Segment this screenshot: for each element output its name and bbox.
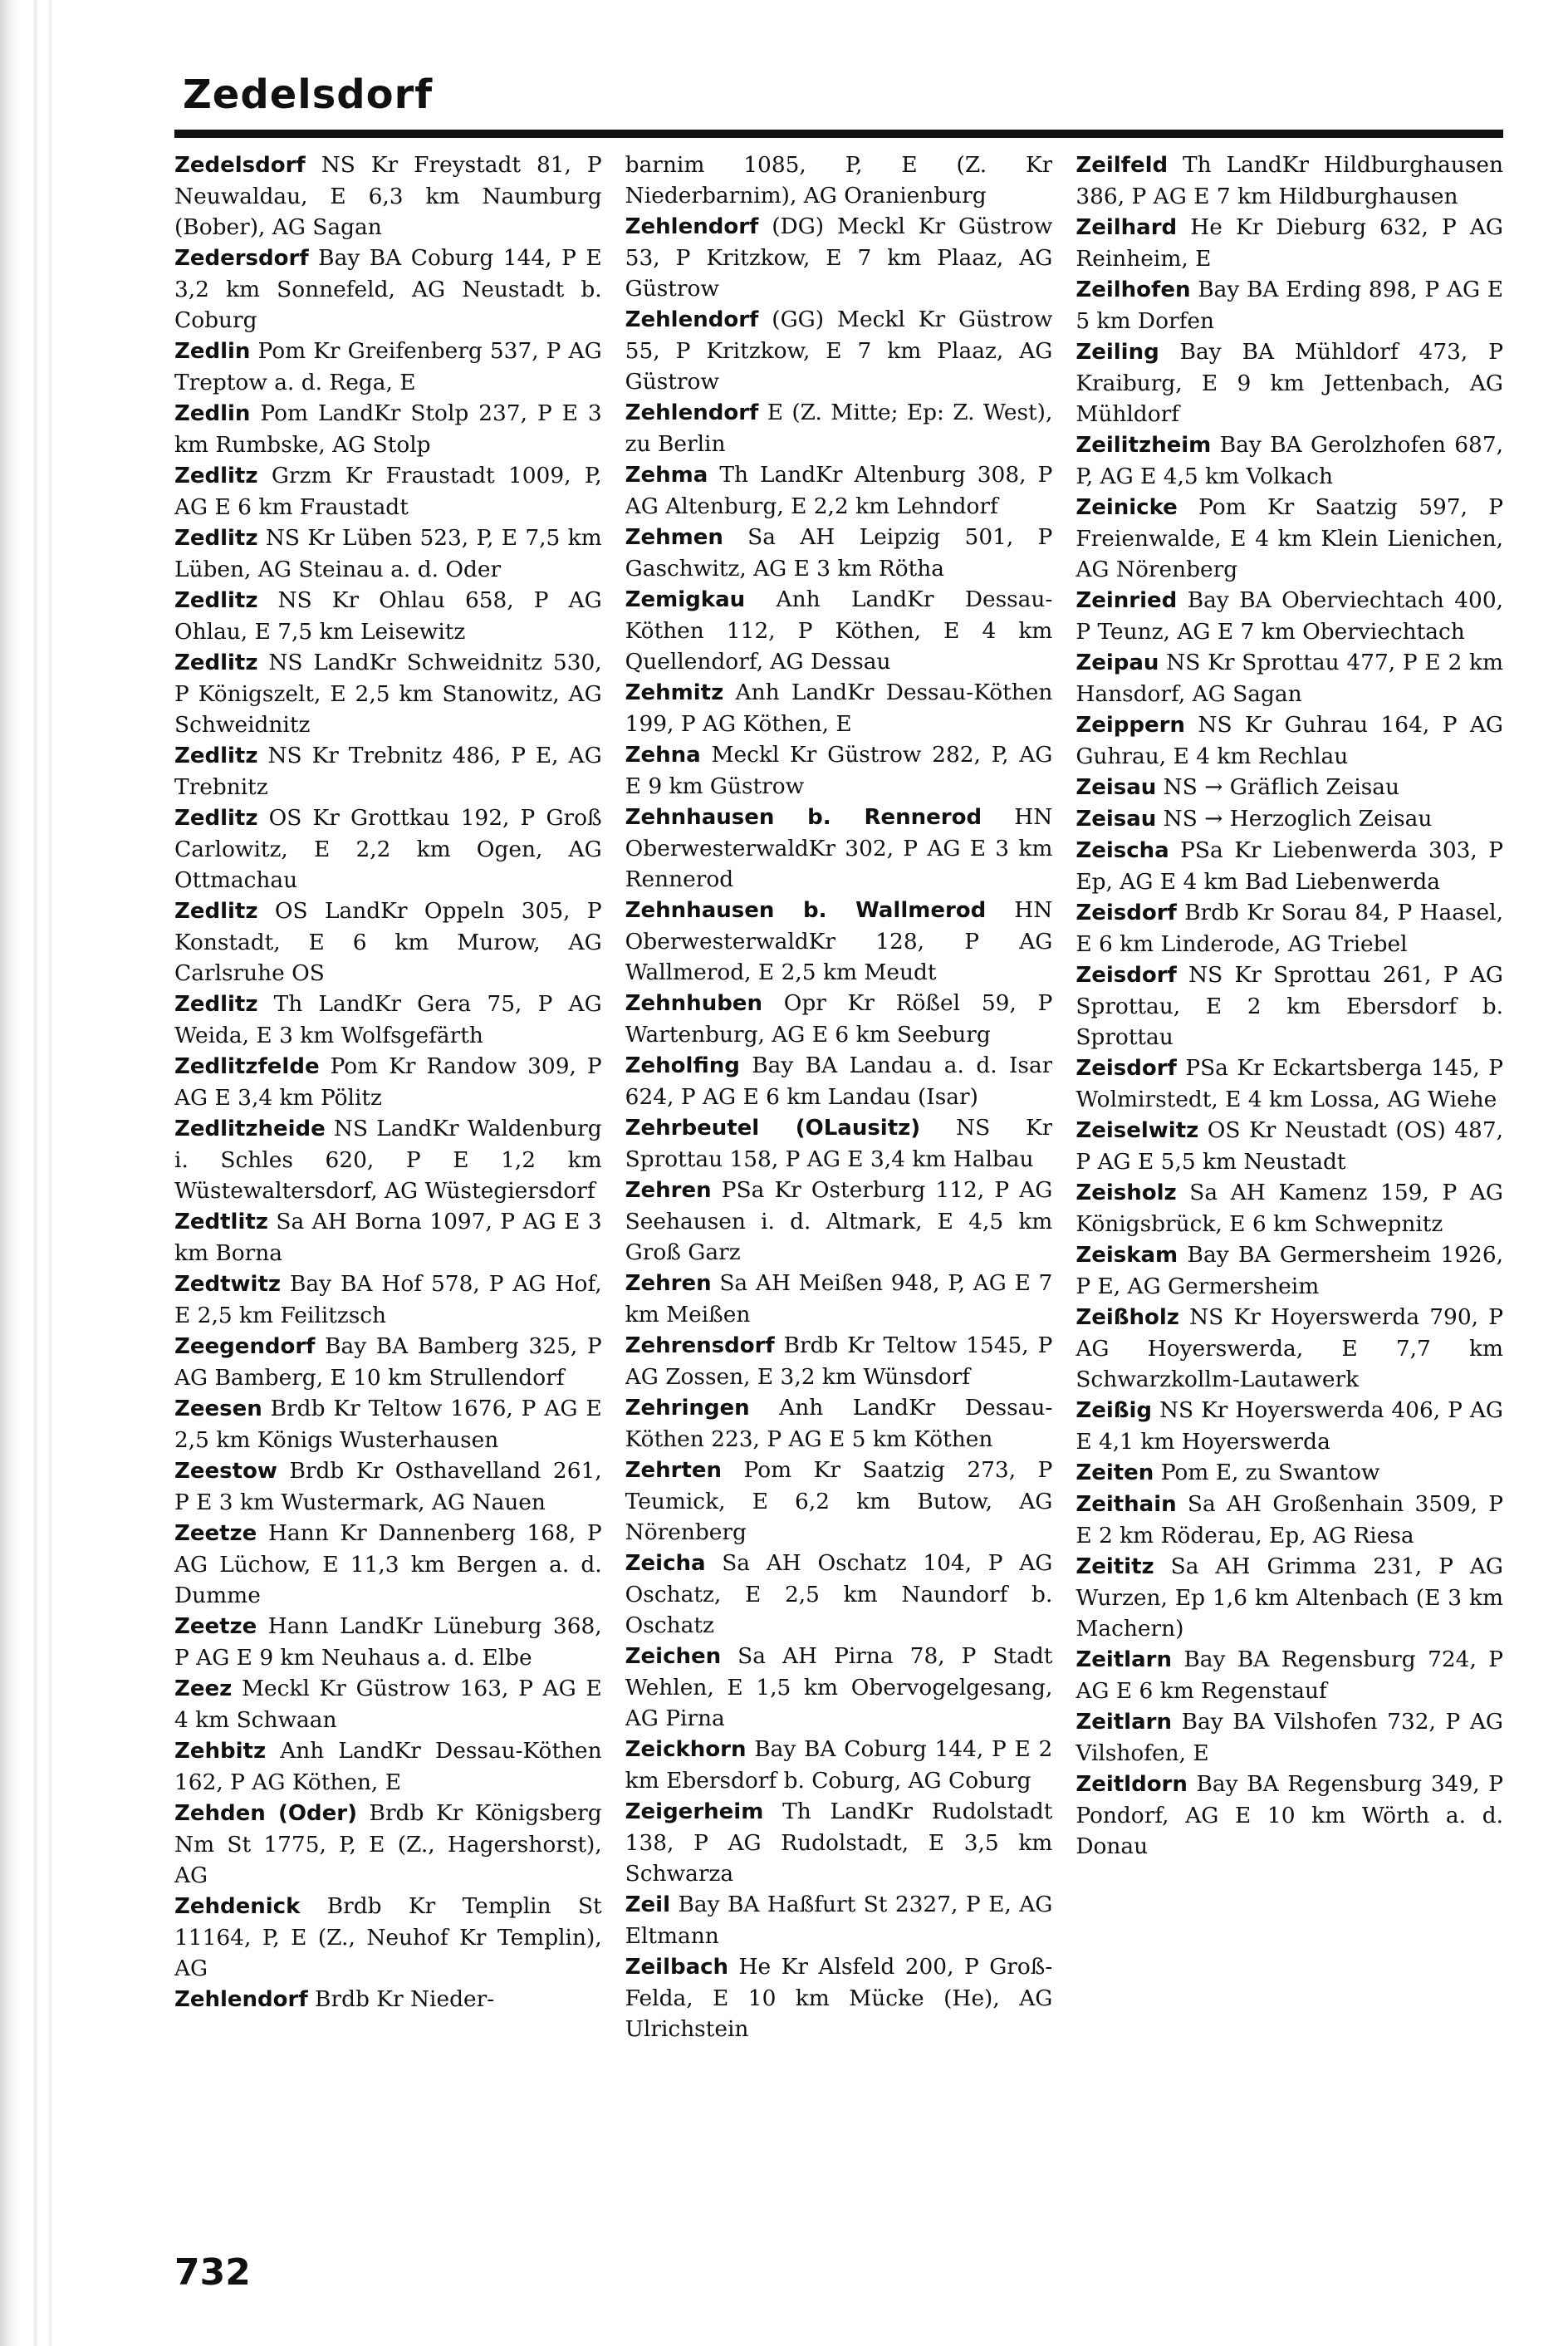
entry-details: Grzm Kr Fraustadt 1009, P, AG E 6 km Fraustadt [174,463,602,520]
gazetteer-entry [1076,585,1503,647]
entry-headword: Zeilfeld [1076,153,1169,178]
entry-details: PSa Kr Osterburg 112, P AG Seehausen i. d. Altmark, E 4,5 km Groß Garz [625,1177,1053,1265]
entry-headword: Zedelsdorf [174,153,306,178]
gazetteer-entry [1076,647,1503,709]
entry-details: Bay BA Hof 578, P AG Hof, E 2,5 km Feilitzsch [174,1271,602,1328]
entry-headword: Zeippern [1076,713,1185,738]
entry-details: Sa AH Großenhain 3509, P E 2 km Röderau, Ep, AG Riesa [1076,1491,1504,1548]
gazetteer-entry [1076,212,1503,274]
entry-headword: Zeilhofen [1076,277,1191,302]
gazetteer-entry [174,1269,602,1331]
gazetteer-entry [1076,897,1503,960]
gazetteer-entry [625,1951,1053,2044]
entry-details: NS Kr Ohlau 658, P AG Ohlau, E 7,5 km Leisewitz [174,587,602,645]
entry-headword: Zehren [625,1271,712,1296]
entry-details: Anh LandKr Dessau-Köthen 112, P Köthen, E 4 km Quellendorf, AG Dessau [625,586,1053,675]
entry-details: barnim 1085, P, E (Z. Kr Niederbarnim), AG Oranienburg [625,152,1053,209]
entry-headword: Zehlendorf [625,307,759,332]
gazetteer-entry [174,647,602,740]
entry-headword: Zehden (Oder) [174,1801,357,1826]
entry-details: Bay BA Gerolzhofen 687, P, AG E 4,5 km Volkach [1076,432,1504,489]
entry-details: Pom E, zu Swantow [1154,1460,1380,1485]
entry-headword: Zeilhard [1076,215,1178,240]
entry-details: NS Kr Guhrau 164, P AG Guhrau, E 4 km Rechlau [1076,712,1504,769]
entry-headword: Zedlin [174,339,251,364]
entry-headword: Zeigerheim [625,1799,764,1824]
entry-headword: Zehnhuben [625,991,762,1016]
entry-details: NS Kr Trebnitz 486, P E, AG Trebnitz [174,743,602,800]
entry-headword: Zedtlitz [174,1210,268,1234]
gazetteer-entry [1076,835,1503,897]
gazetteer-entry [174,243,602,336]
gazetteer-entry [625,459,1053,522]
entry-headword: Zehrten [625,1458,723,1483]
entry-headword: Zeez [174,1676,233,1701]
gazetteer-entry [174,802,602,896]
entry-headword: Zehren [625,1178,712,1203]
entry-details: OS Kr Neustadt (OS) 487, P AG E 5,5 km Neustadt [1076,1117,1504,1175]
entry-headword: Zeißig [1076,1398,1152,1423]
gazetteer-entry [174,1051,602,1113]
entry-headword: Zeisdorf [1076,1056,1177,1081]
entry-details: Bay BA Oberviechtach 400, P Teunz, AG E 7 km Oberviechtach [1076,587,1504,645]
gazetteer-entry [625,522,1053,584]
gazetteer-entry [1076,1302,1503,1395]
gazetteer-entry [174,1393,602,1455]
gazetteer-entry [625,150,1053,211]
gazetteer-entry [625,1392,1053,1455]
entry-headword: Zeetze [174,1521,257,1546]
entry-headword: Zedlitzheide [174,1117,326,1141]
entry-details: Pom Kr Greifenberg 537, P AG Treptow a. d. Rega, E [174,338,602,395]
entry-headword: Zehlendorf [625,214,759,239]
entry-details: E (Z. Mitte; Ep: Z. West), zu Berlin [625,400,1053,457]
entry-details: PSa Kr Eckartsberga 145, P Wolmirstedt, E 4 km Lossa, AG Wiehe [1076,1055,1504,1112]
entry-details: Anh LandKr Dessau-Köthen 223, P AG E 5 km Köthen [625,1395,1053,1452]
gazetteer-entry [1076,1177,1503,1239]
entry-headword: Zehmen [625,525,723,550]
entry-headword: Zeithain [1076,1492,1177,1517]
entry-details: Brdb Kr Nieder- [307,1986,495,2012]
gazetteer-entry [625,1548,1053,1641]
entry-details: Anh LandKr Dessau-Köthen 162, P AG Köthen, E [174,1738,602,1795]
gazetteer-entry [174,1735,602,1798]
gazetteer-entry [625,1889,1053,1951]
gazetteer-entry [1076,1457,1503,1489]
gazetteer-entry [1076,1489,1503,1551]
entry-details: (GG) Meckl Kr Güstrow 55, P Kritzkow, E 7 km Plaaz, AG Güstrow [625,307,1053,395]
entry-details: Brdb Kr Sorau 84, P Haasel, E 6 km Linderode, AG Triebel [1076,900,1504,957]
entry-details: Th LandKr Altenburg 308, P AG Altenburg, E 2,2 km Lehndorf [625,462,1053,519]
entry-headword: Zedersdorf [174,246,309,271]
gazetteer-entry [625,895,1053,988]
entry-details: Hann LandKr Lüneburg 368, P AG E 9 km Neuhaus a. d. Elbe [174,1613,602,1671]
entry-details: Sa AH Pirna 78, P Stadt Wehlen, E 1,5 km Obervogelgesang, AG Pirna [625,1643,1053,1731]
entry-headword: Zedlitzfelde [174,1054,320,1079]
gazetteer-entry [174,523,602,585]
gazetteer-entry [625,802,1053,895]
entry-details: Brdb Kr Templin St 11164, P, E (Z., Neuhof Kr Templin), AG [174,1893,602,1981]
entry-details: Sa AH Leipzig 501, P Gaschwitz, AG E 3 km Rötha [625,524,1053,582]
entry-headword: Zeholfing [625,1053,740,1078]
entry-details: Th LandKr Rudolstadt 138, P AG Rudolstadt, E 3,5 km Schwarza [625,1799,1053,1887]
entry-headword: Zeickhorn [625,1737,747,1762]
gazetteer-entry [1076,1053,1503,1115]
gazetteer-entry [1076,1769,1503,1862]
entry-headword: Zedlitz [174,650,258,675]
entry-details: Sa AH Borna 1097, P AG E 3 km Borna [174,1209,602,1266]
entry-headword: Zeisholz [1076,1180,1177,1205]
gazetteer-entry [174,460,602,523]
gazetteer-entry [1076,803,1503,835]
entry-headword: Zehlendorf [174,1987,308,2012]
entry-headword: Zeinicke [1076,495,1178,520]
gazetteer-entry [1076,274,1503,336]
gazetteer-entry [1076,1239,1503,1302]
entry-headword: Zeilbach [625,1955,729,1980]
entry-details: Bay BA Regensburg 724, P AG E 6 km Regenstauf [1076,1647,1504,1704]
entry-details: Pom Kr Saatzig 273, P Teumick, E 6,2 km Butow, AG Nörenberg [625,1457,1053,1545]
entry-headword: Zeititz [1076,1554,1154,1579]
entry-details: OS LandKr Oppeln 305, P Konstadt, E 6 km Murow, AG Carlsruhe OS [174,898,602,986]
gazetteer-entry [174,1518,602,1611]
entry-details: Sa AH Oschatz 104, P AG Oschatz, E 2,5 km Naundorf b. Oschatz [625,1550,1053,1638]
gazetteer-entry [625,1112,1053,1175]
entry-details: Pom Kr Randow 309, P AG E 3,4 km Pölitz [174,1053,602,1111]
entry-headword: Zeisau [1076,807,1157,832]
entry-details: Meckl Kr Güstrow 282, P, AG E 9 km Güstrow [625,742,1053,799]
gazetteer-entry [1076,1644,1503,1706]
entry-headword: Zeiselwitz [1076,1118,1199,1143]
entry-headword: Zehlendorf [625,400,759,425]
entry-details: NS Kr Hoyerswerda 406, P AG E 4,1 km Hoyerswerda [1076,1397,1504,1455]
gazetteer-entry [625,1050,1053,1112]
entry-headword: Zeiskam [1076,1243,1178,1268]
entry-details: Bay BA Landau a. d. Isar 624, P AG E 6 km Landau (Isar) [625,1053,1053,1110]
entry-details: PSa Kr Liebenwerda 303, P Ep, AG E 4 km Bad Liebenwerda [1076,837,1504,895]
entry-headword: Zehma [625,463,708,488]
gazetteer-entry [174,740,602,802]
book-binding-shadow [0,0,58,2346]
entry-headword: Zedlin [174,401,251,426]
entry-details: Brdb Kr Königsberg Nm St 1775, P, E (Z., Hagershorst), AG [174,1800,602,1888]
entry-headword: Zeegendorf [174,1334,316,1359]
entry-details: Brdb Kr Teltow 1676, P AG E 2,5 km Königs Wusterhausen [174,1396,602,1453]
entry-details: HN OberwesterwaldKr 302, P AG E 3 km Rennerod [625,804,1053,892]
entry-headword: Zeiling [1076,340,1159,365]
entry-headword: Zedlitz [174,899,258,924]
entry-details: Bay BA Mühldorf 473, P Kraiburg, E 9 km Jettenbach, AG Mühldorf [1076,339,1504,427]
entry-details: NS Kr Sprottau 261, P AG Sprottau, E 2 km Ebersdorf b. Sprottau [1076,962,1504,1050]
entry-details: Bay BA Germersheim 1926, P E, AG Germersheim [1076,1242,1504,1299]
entry-headword: Zeißholz [1076,1305,1179,1330]
gazetteer-entry [1076,336,1503,429]
gazetteer-entry [1076,1115,1503,1177]
entry-headword: Zehringen [625,1396,750,1421]
gazetteer-entry [1076,429,1503,492]
gazetteer-entry [174,150,602,243]
entry-headword: Zeiten [1076,1460,1154,1485]
gazetteer-entry [625,1268,1053,1330]
entry-details: Hann Kr Dannenberg 168, P AG Lüchow, E 11,3 km Bergen a. d. Dumme [174,1520,602,1608]
gazetteer-entry [625,739,1053,802]
entry-details: NS Kr Sprottau 477, P E 2 km Hansdorf, AG Sagan [1076,650,1504,707]
entry-headword: Zemigkau [625,587,746,612]
header-rule [174,130,1503,138]
entry-details: OS Kr Grottkau 192, P Groß Carlowitz, E 2,2 km Ogen, AG Ottmachau [174,805,602,893]
entry-headword: Zeitldorn [1076,1772,1188,1797]
entry-details: NS LandKr Schweidnitz 530, P Königszelt, E 2,5 km Stanowitz, AG Schweidnitz [174,650,602,738]
entry-details: NS Kr Sprottau 158, P AG E 3,4 km Halbau [625,1115,1053,1172]
gazetteer-entry [625,988,1053,1050]
entry-details: Bay BA Coburg 144, P E 2 km Ebersdorf b. Coburg, AG Coburg [625,1736,1053,1794]
entry-details: Th LandKr Gera 75, P AG Weida, E 3 km Wolfsgefärth [174,991,602,1048]
entry-headword: Zeicha [625,1551,706,1576]
entry-details: Meckl Kr Güstrow 163, P AG E 4 km Schwaan [174,1676,602,1733]
entry-headword: Zehna [625,743,701,768]
entry-headword: Zeipau [1076,650,1159,675]
entry-headword: Zehnhausen b. Rennerod [625,805,982,830]
column-left [174,150,602,2226]
entry-details: Th LandKr Hildburghausen 386, P AG E 7 km Hildburghausen [1076,152,1504,209]
entry-details: Anh LandKr Dessau-Köthen 199, P AG Köthen, E [625,680,1053,737]
gazetteer-entry [174,1673,602,1735]
entry-details: Bay BA Regensburg 349, P Pondorf, AG E 10 km Wörth a. d. Donau [1076,1771,1504,1859]
entry-columns [174,150,1503,2226]
gazetteer-entry [174,398,602,460]
entry-details: Bay BA Coburg 144, P E 3,2 km Sonnefeld, AG Neustadt b. Coburg [174,245,602,333]
gazetteer-entry [1076,1551,1503,1644]
entry-details: Brdb Kr Teltow 1545, P AG Zossen, E 3,2 km Wünsdorf [625,1333,1053,1390]
gazetteer-entry [1076,150,1503,212]
entry-headword: Zeitlarn [1076,1647,1172,1672]
entry-headword: Zehbitz [174,1739,267,1764]
gazetteer-entry [625,677,1053,739]
entry-details: HN OberwesterwaldKr 128, P AG Wallmerod, E 2,5 km Meudt [625,897,1053,985]
entry-headword: Zedlitz [174,526,258,551]
gazetteer-entry [174,1455,602,1518]
entry-headword: Zehrbeutel (OLausitz) [625,1116,921,1141]
entry-details: Bay BA Erding 898, P AG E 5 km Dorfen [1076,277,1504,334]
gazetteer-entry [174,1798,602,1891]
gazetteer-entry [1076,1706,1503,1769]
entry-headword: Zedlitz [174,588,258,613]
gazetteer-entry [625,304,1053,397]
entry-details: NS Kr Lüben 523, P, E 7,5 km Lüben, AG Steinau a. d. Oder [174,525,602,582]
gazetteer-entry [625,1175,1053,1268]
gazetteer-entry [1076,492,1503,585]
entry-headword: Zeisau [1076,775,1157,800]
gazetteer-entry [625,397,1053,459]
entry-details: He Kr Alsfeld 200, P Groß-Felda, E 10 km Mücke (He), AG Ulrichstein [625,1954,1053,2042]
gazetteer-entry [174,1331,602,1393]
entry-details: NS Kr Hoyerswerda 790, P AG Hoyerswerda, E 7,7 km Schwarzkollm-Lautawerk [1076,1304,1504,1392]
entry-headword: Zeitlarn [1076,1710,1172,1735]
entry-details: Bay BA Vilshofen 732, P AG Vilshofen, E [1076,1709,1504,1766]
entry-headword: Zedlitz [174,806,258,831]
entry-headword: Zeetze [174,1614,257,1639]
entry-headword: Zedlitz [174,464,258,488]
entry-headword: Zeisdorf [1076,901,1177,925]
gazetteer-entry [625,1796,1053,1889]
gazetteer-entry [625,1641,1053,1734]
running-head: Zedelsdorf [183,71,434,118]
dictionary-page [174,50,1503,2318]
entry-details: NS → Gräflich Zeisau [1156,774,1400,800]
entry-headword: Zedtwitz [174,1272,282,1297]
gazetteer-entry [625,1330,1053,1392]
entry-details: NS → Herzoglich Zeisau [1156,806,1433,832]
entry-headword: Zeilitzheim [1076,433,1212,458]
gazetteer-entry [174,336,602,398]
gazetteer-entry [625,584,1053,677]
entry-headword: Zeichen [625,1644,722,1669]
entry-details: Sa AH Kamenz 159, P AG Königsbrück, E 6 km Schwepnitz [1076,1180,1504,1237]
gazetteer-entry [625,1455,1053,1548]
page-number: 732 [174,2251,251,2294]
entry-details: (DG) Meckl Kr Güstrow 53, P Kritzkow, E 7 km Plaaz, AG Güstrow [625,213,1053,302]
entry-headword: Zehmitz [625,680,724,705]
gazetteer-entry [174,1611,602,1673]
entry-details: Sa AH Meißen 948, P, AG E 7 km Meißen [625,1270,1053,1328]
entry-details: Pom Kr Saatzig 597, P Freienwalde, E 4 km Klein Lienichen, AG Nörenberg [1076,494,1504,582]
gazetteer-entry [1076,1395,1503,1457]
gazetteer-entry [174,896,602,989]
entry-headword: Zeil [625,1892,670,1917]
gazetteer-entry [174,989,602,1051]
entry-details: Pom LandKr Stolp 237, P E 3 km Rumbske, AG Stolp [174,400,602,458]
gazetteer-entry [625,1734,1053,1796]
entry-details: He Kr Dieburg 632, P AG Reinheim, E [1076,214,1504,272]
gazetteer-entry [1076,709,1503,772]
gazetteer-entry [174,1113,602,1206]
entry-headword: Zeesen [174,1396,262,1421]
entry-headword: Zeisdorf [1076,963,1177,988]
entry-headword: Zehdenick [174,1894,301,1919]
entry-details: Bay BA Bamberg 325, P AG Bamberg, E 10 km Strullendorf [174,1333,602,1391]
entry-details: Brdb Kr Osthavelland 261, P E 3 km Wustermark, AG Nauen [174,1458,602,1515]
entry-headword: Zehnhausen b. Wallmerod [625,898,987,923]
entry-details: Bay BA Haßfurt St 2327, P E, AG Eltmann [625,1892,1053,1949]
gazetteer-entry [174,1206,602,1269]
gazetteer-entry [625,211,1053,304]
column-right [1076,150,1503,2226]
gazetteer-entry [1076,772,1503,803]
entry-headword: Zedlitz [174,992,258,1017]
gazetteer-entry [174,1891,602,1984]
gazetteer-entry [174,1984,602,2015]
entry-details: NS Kr Freystadt 81, P Neuwaldau, E 6,3 km Naumburg (Bober), AG Sagan [174,152,602,240]
gazetteer-entry [1076,960,1503,1053]
entry-details: Opr Kr Rößel 59, P Wartenburg, AG E 6 km Seeburg [625,990,1053,1048]
entry-details: NS LandKr Waldenburg i. Schles 620, P E 1,2 km Wüstewaltersdorf, AG Wüstegiersdorf [174,1116,602,1204]
entry-headword: Zehrensdorf [625,1333,775,1358]
entry-headword: Zeischa [1076,838,1169,863]
entry-headword: Zedlitz [174,744,258,768]
entry-details: Sa AH Grimma 231, P AG Wurzen, Ep 1,6 km Altenbach (E 3 km Machern) [1076,1553,1504,1642]
entry-headword: Zeestow [174,1459,277,1484]
entry-headword: Zeinried [1076,588,1178,613]
column-middle [625,150,1053,2226]
gazetteer-entry [174,585,602,647]
